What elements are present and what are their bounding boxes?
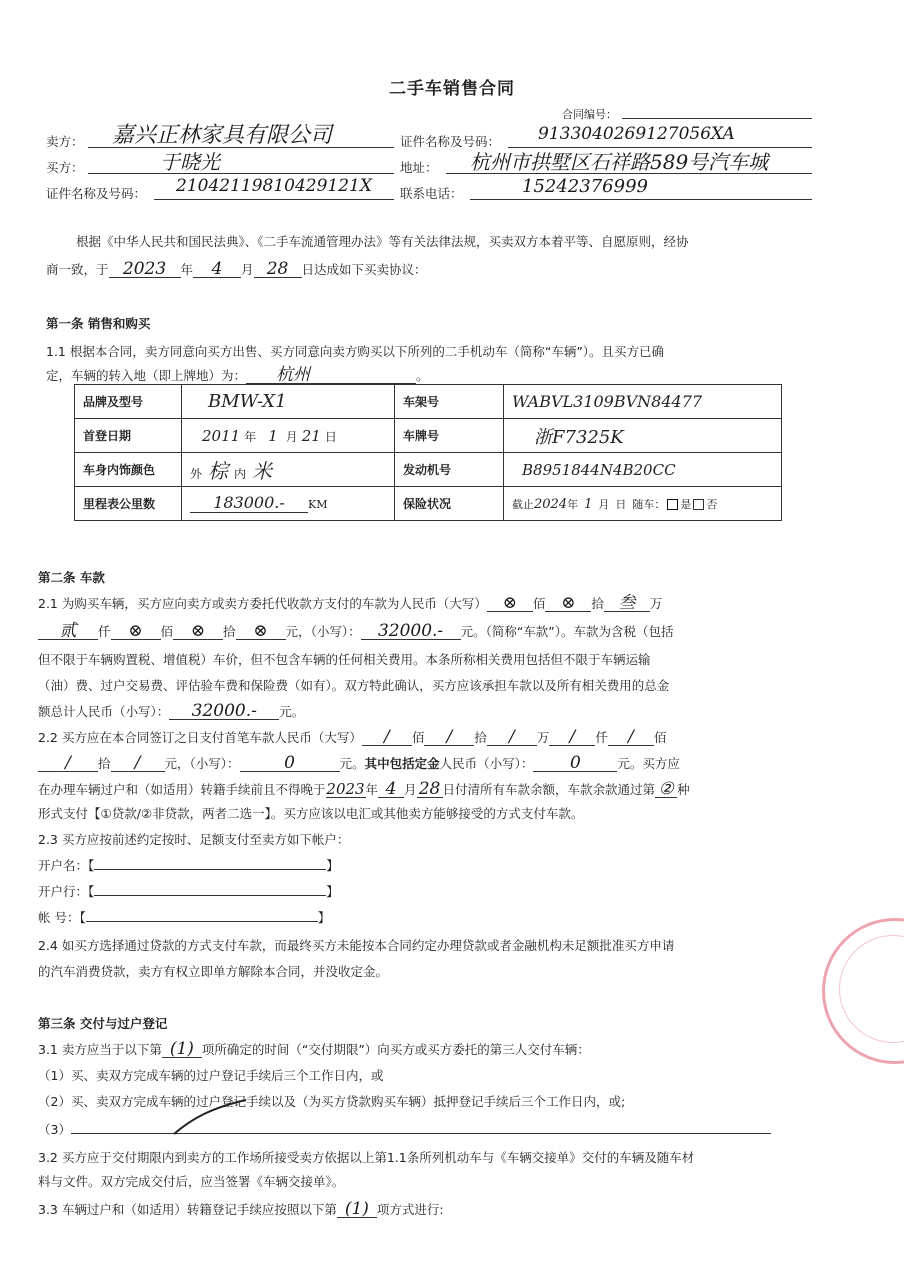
first-qian: /	[569, 727, 576, 747]
big-hundred-million: ⊗	[502, 593, 517, 613]
balance-month: 4	[385, 779, 397, 799]
p22-l3-post: 种	[677, 782, 690, 797]
unit-yuan: 元	[285, 624, 299, 639]
deposit-label: 人民币（小写）：	[439, 756, 534, 771]
art3-option-2: （2）买、卖双方完成车辆的过户登记手续以及（为买方贷款购买车辆）抵押登记手续后三个工作日内，或;	[38, 1094, 626, 1109]
unit-wan: 万	[649, 596, 663, 611]
p33-pre: 3.3 车辆过户和（如适用）转籍登记手续应按照以下第	[38, 1202, 337, 1217]
acct-bank-row	[38, 884, 339, 900]
unit-shi-2: 拾	[223, 624, 236, 639]
big-thousand: 贰	[59, 621, 77, 641]
insurance-label: 保险状况	[395, 487, 504, 521]
big-one: ⊗	[253, 621, 268, 641]
intro-year: 2023	[122, 259, 167, 279]
reg-year: 2011	[202, 426, 241, 445]
seller-label: 卖方：	[46, 134, 84, 149]
p22-unit-yuan-2: 元	[339, 756, 353, 771]
balance-day: 28	[418, 779, 441, 799]
art2-line-5	[38, 701, 305, 721]
company-seal-icon	[822, 918, 904, 1064]
first-bai-2: /	[628, 727, 634, 747]
intro-line-2	[46, 259, 427, 279]
art1-heading: 第一条 销售和购买	[46, 316, 151, 331]
deposit-bold: 其中包括定金	[364, 756, 440, 771]
cert-label: 证件名称及号码：	[400, 134, 501, 149]
p31-pre: 3.1 卖方应当于以下第	[38, 1042, 162, 1057]
p22-unit-shi-2: 拾	[98, 756, 111, 771]
art3-option-1: （1）买、卖双方完成车辆的过户登记手续后三个工作日内，或	[38, 1068, 384, 1083]
payment-choice: ②	[658, 779, 674, 799]
balance-month-label: 月	[404, 782, 417, 797]
ins-month: 1	[584, 496, 593, 512]
unit-bai: 佰	[532, 596, 546, 611]
first-shi-2: /	[65, 753, 71, 773]
month-label: 月	[241, 262, 254, 277]
brand-cell	[182, 385, 395, 419]
p22-l1-text: 2.2 买方应在本合同签订之日支付首笔车款人民币（大写）	[38, 730, 362, 745]
intro-post: 日达成如下买卖协议：	[301, 262, 427, 277]
bracket-close: 】	[317, 910, 331, 925]
color-label: 车身内饰颜色	[75, 453, 182, 487]
mileage-cell	[182, 487, 395, 521]
phone-label: 联系电话：	[400, 186, 463, 201]
buyer-cert-value: 210421198104291​21X	[176, 176, 372, 196]
art2-2-line-3	[38, 779, 690, 799]
acct-name-row	[38, 858, 339, 874]
total-post: 元。	[279, 704, 305, 719]
address-value: 杭州市拱墅区石祥路589号汽车城	[470, 150, 769, 174]
art3-1	[38, 1039, 590, 1059]
p22-small-pre: ，（小写）：	[177, 756, 240, 771]
yes-checkbox[interactable]	[667, 499, 678, 510]
unit-shi: 拾	[591, 596, 604, 611]
art2-2-line-2: / 拾 / 元，（小写）： 0 元。其中包括定金人民币（小写）： 0 元。买方应	[38, 756, 680, 772]
plate-cell	[504, 419, 782, 453]
engine-value: B8951844N4B20CC	[522, 460, 676, 479]
ins-year-label: 年	[567, 497, 579, 511]
acct-no-row	[38, 910, 330, 926]
art1-line-2-post: 。	[416, 368, 429, 383]
contract-no-field[interactable]	[622, 118, 812, 119]
buyer-cert-label: 证件名称及号码：	[46, 186, 147, 201]
outer-label: 外	[190, 467, 203, 481]
art2-l1-text: 2.1 为购买车辆，买方应向卖方或卖方委托代收款方支付的车款为人民币（大写）	[38, 596, 487, 611]
p22-l3-pre: 在办理车辆过户和（如适用）转籍手续前且不得晚于	[38, 782, 326, 797]
reg-label: 首登日期	[75, 419, 182, 453]
ins-year: 2024	[534, 496, 568, 512]
total-pre: 额总计人民币（小写）：	[38, 704, 170, 719]
acct-no-field[interactable]	[86, 921, 318, 922]
yes-label: 是	[680, 497, 692, 511]
acct-bank-label: 开户行：【	[38, 884, 95, 899]
table-row	[75, 487, 782, 521]
buyer-value: 于晓光	[160, 150, 220, 174]
phone-underline	[470, 199, 812, 200]
art3-option-3	[38, 1122, 771, 1138]
art3-heading: 第三条 交付与过户登记	[38, 1016, 168, 1031]
art2-4-line-1: 2.4 如买方选择通过贷款的方式支付车款，而最终买方未能按本合同约定办理贷款或者金融机构未足额批准买方申请	[38, 938, 675, 953]
reg-cell	[182, 419, 395, 453]
small-amount: 32000.-	[377, 621, 444, 641]
acct-bank-field[interactable]	[94, 895, 326, 896]
plate-value: 浙F7325K	[534, 426, 624, 448]
big-ten-thousand: 叁	[618, 593, 636, 613]
acct-name-field[interactable]	[94, 869, 326, 870]
outer-value: 棕	[208, 459, 229, 483]
mileage-label: 里程表公里数	[75, 487, 182, 521]
art2-2-line-1	[38, 727, 667, 747]
p22-unit-bai: 佰	[411, 730, 425, 745]
p22-unit-qian: 仟	[595, 730, 608, 745]
buyer-label: 买方：	[46, 160, 84, 175]
reg-month: 1	[268, 426, 278, 445]
intro-line-1: 根据《中华人民共和国民法典》、《二手车流通管理办法》等有关法律法规，买卖双方本着平等、自愿原则，经协	[76, 234, 689, 249]
p22-l2-post: 元。买方应	[617, 756, 680, 771]
art2-3: 2.3 买方应按前述约定按时、足额支付至卖方如下帐户：	[38, 832, 350, 847]
contract-no-label: 合同编号：	[562, 108, 617, 121]
acct-name-label: 开户名：【	[38, 858, 95, 873]
plate-label: 车牌号	[395, 419, 504, 453]
inner-label: 内	[234, 467, 247, 481]
art2-line-4: （油）费、过户交易费、评估验车费和保险费（如有）。双方特此确认，买方应该承担车款以及所有相关费用的总金	[38, 678, 670, 693]
big-hundred: ⊗	[128, 621, 143, 641]
p22-unit-wan: 万	[536, 730, 550, 745]
art3-3	[38, 1199, 444, 1219]
year-label: 年	[180, 262, 194, 277]
intro-day: 28	[266, 259, 289, 279]
ins-pre: 截止	[512, 497, 534, 511]
art3-2-line-2: 料与文件。双方完成交付后，应当签署《车辆交接单》。	[38, 1174, 345, 1189]
art2-line-1	[38, 593, 663, 613]
art2-2-line-4: 形式支付【①贷款/②非贷款，两者二选一】。买方应该以电汇或其他卖方能够接受的方式支付车款。	[38, 806, 584, 821]
art2-heading: 第二条 车款	[38, 570, 105, 585]
cert-value: 91330402691270​56XA	[538, 124, 735, 144]
city-value: 杭州	[276, 365, 311, 385]
table-row	[75, 453, 782, 487]
first-yuan: /	[134, 753, 141, 773]
intro-pre: 商一致，于	[46, 262, 109, 277]
first-small-amount: 0	[284, 753, 295, 773]
reg-day: 21	[301, 426, 321, 445]
ins-with: 随车：	[632, 497, 666, 511]
first-bai: /	[383, 727, 390, 747]
phone-value: 15242376999	[522, 176, 648, 197]
table-row	[75, 419, 782, 453]
art1-line-2	[46, 365, 429, 385]
reg-year-label: 年	[244, 429, 257, 444]
p22-unit-shi: 拾	[474, 730, 487, 745]
big-ten-million: ⊗	[561, 593, 576, 613]
art1-line-2-pre: 定，车辆的转入地（即上牌地）为：	[46, 368, 247, 383]
first-wan: /	[509, 727, 515, 747]
balance-year: 2023	[326, 780, 365, 798]
color-cell	[182, 453, 395, 487]
p22-l3-mid: 日付清所有车款余额，车款余款通过第	[442, 782, 656, 797]
first-shi: /	[446, 727, 453, 747]
reg-day-label: 日	[324, 429, 337, 444]
brand-value: BMW-X1	[208, 391, 287, 412]
handwritten-stroke-icon	[170, 1098, 250, 1138]
art3-2-line-1: 3.2 买方应于交付期限内到卖方的工作场所接受卖方依据以上第1.1条所列机动车与《车辆交接单》交付的车辆及随车材	[38, 1150, 695, 1165]
vin-cell	[504, 385, 782, 419]
buyer-cert-underline	[154, 199, 394, 200]
mileage-value: 183000.-	[213, 492, 285, 512]
deposit-amount: 0	[569, 753, 581, 773]
small-amount-pre: ，（小写）：	[298, 624, 361, 639]
art2-4-line-2: 的汽车消费贷款，卖方有权立即单方解除本合同，并没收定金。	[38, 964, 389, 979]
inner-value: 米	[252, 459, 273, 483]
ins-month-label: 月	[598, 497, 610, 511]
transfer-choice: (1)	[344, 1199, 369, 1219]
art1-line-1: 1.1 根据本合同，卖方同意向买方出售、买方同意向卖方购买以下所列的二手机动车（简称“车辆”）。且买方已确	[46, 344, 665, 359]
no-label: 否	[706, 497, 718, 511]
unit-bai-2: 佰	[160, 624, 174, 639]
p22-unit-bai-2: 佰	[653, 730, 667, 745]
page-title: 二手车销售合同	[389, 79, 515, 99]
unit-qian: 仟	[98, 624, 111, 639]
buyer-underline	[88, 173, 394, 174]
vehicle-table	[74, 384, 782, 521]
ins-day-label: 日	[615, 497, 627, 511]
big-ten: ⊗	[190, 621, 206, 641]
bracket-close: 】	[326, 884, 339, 899]
intro-month: 4	[211, 259, 223, 279]
delivery-choice: (1)	[169, 1039, 194, 1059]
art2-l2-post: 元。（简称“车款”）。车款为含税（包括	[460, 624, 674, 639]
table-row	[75, 385, 782, 419]
vin-label: 车架号	[395, 385, 504, 419]
acct-no-label: 帐 号：【	[38, 910, 86, 925]
brand-label: 品牌及型号	[75, 385, 182, 419]
bracket-close: 】	[326, 858, 339, 873]
vin-value: WABVL3109BVN84477	[512, 392, 703, 411]
p31-post: 项所确定的时间（“交付期限”）向买方或买方委托的第三人交付车辆：	[201, 1042, 590, 1057]
total-amount: 32000.-	[191, 701, 257, 721]
option-3-label: （3）	[38, 1122, 71, 1137]
engine-cell	[504, 453, 782, 487]
art2-line-2	[38, 621, 674, 641]
seller-value: 嘉兴正林家具有限公司	[112, 123, 333, 148]
km-unit: KM	[308, 497, 328, 511]
insurance-cell	[504, 487, 782, 521]
art2-line-3: 但不限于车辆购置税、增值税）车价，但不包含车辆的任何相关费用。本条所称相关费用包括但不限于车辆运输	[38, 652, 651, 667]
no-checkbox[interactable]	[693, 499, 704, 510]
address-label: 地址：	[400, 160, 438, 175]
p22-unit-yuan: 元	[164, 756, 178, 771]
p33-post: 项方式进行:	[376, 1202, 444, 1217]
reg-month-label: 月	[285, 429, 298, 444]
balance-year-label: 年	[365, 782, 379, 797]
engine-label: 发动机号	[395, 453, 504, 487]
